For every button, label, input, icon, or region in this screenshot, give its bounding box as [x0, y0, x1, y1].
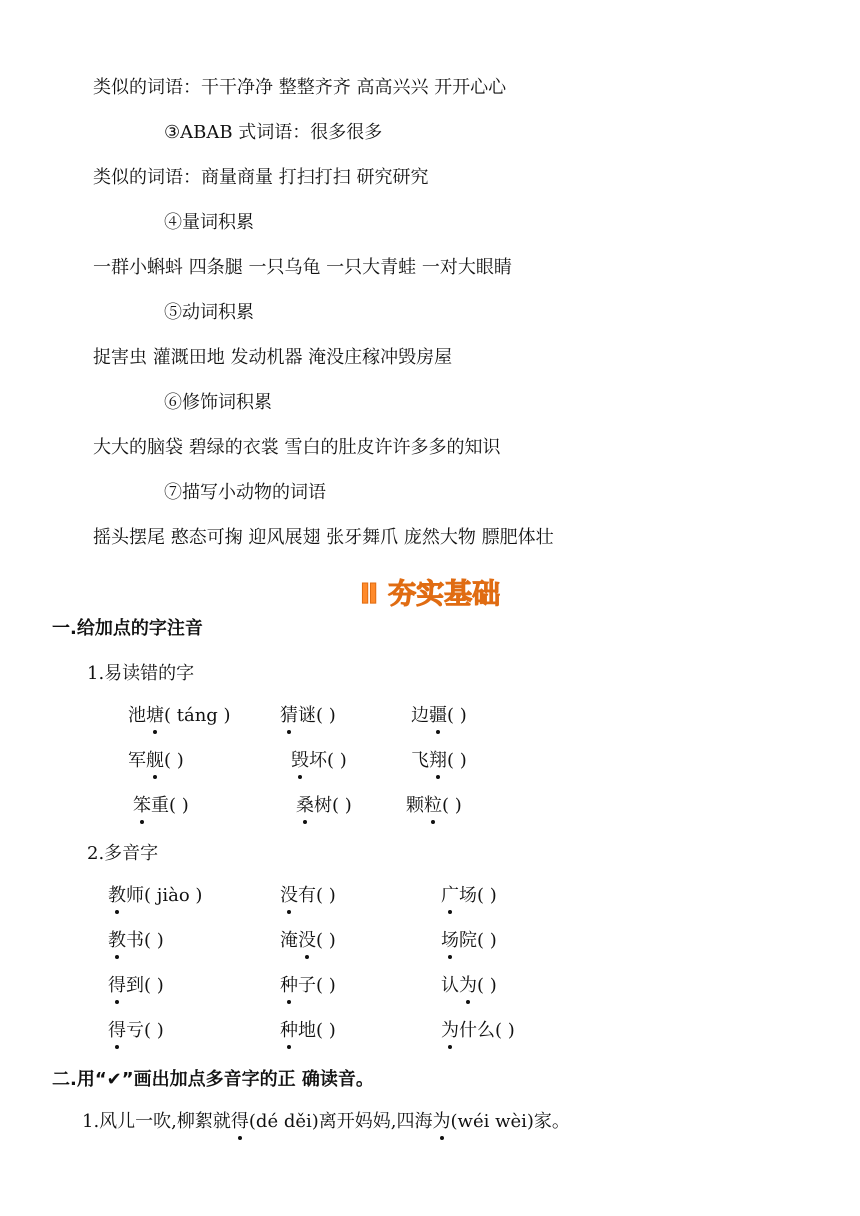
pinyin-item: 池塘( táng )	[128, 705, 231, 726]
pinyin-item: 军舰( )	[128, 750, 184, 771]
pinyin-item: 淹没( )	[280, 930, 336, 951]
vocab-line: 摇头摆尾 憨态可掬 迎风展翅 张牙舞爪 庞然大物 膘肥体壮	[93, 527, 554, 548]
pinyin-item: 飞翔( )	[411, 750, 467, 771]
pinyin-item: 认为( )	[441, 975, 497, 996]
vocab-subheading: ③ABAB 式词语：很多很多	[164, 122, 383, 143]
pinyin-item: 边疆( )	[411, 705, 467, 726]
pinyin-item: 没有( )	[280, 885, 336, 906]
question-2-title: 二.用“✔”画出加点多音字的正 确读音。	[52, 1069, 374, 1090]
vocab-line: 一群小蝌蚪 四条腿 一只乌龟 一只大青蛙 一对大眼睛	[93, 257, 512, 278]
part-heading: Ⅱ 夯实基础	[359, 577, 501, 610]
vocab-subheading: ④量词积累	[164, 212, 254, 233]
pinyin-item: 为什么( )	[441, 1020, 515, 1041]
pinyin-item: 颗粒( )	[406, 795, 462, 816]
pinyin-item: 种子( )	[280, 975, 336, 996]
vocab-line: 大大的脑袋 碧绿的衣裳 雪白的肚皮许许多多的知识	[93, 437, 501, 458]
vocab-line: 类似的词语：干干净净 整整齐齐 高高兴兴 开开心心	[93, 77, 507, 98]
pinyin-item: 教师( jiào )	[108, 885, 203, 906]
question-1-subtitle-2: 2.多音字	[87, 843, 159, 864]
vocab-line: 捉害虫 灌溉田地 发动机器 淹没庄稼冲毁房屋	[93, 347, 453, 368]
vocab-subheading: ⑦描写小动物的词语	[164, 482, 326, 503]
question-2-item-1: 1.风儿一吹,柳絮就得(dé děi)离开妈妈,四海为(wéi wèi)家。	[82, 1111, 570, 1132]
pinyin-item: 笨重( )	[133, 795, 189, 816]
vocab-subheading: ⑤动词积累	[164, 302, 254, 323]
pinyin-item: 种地( )	[280, 1020, 336, 1041]
pinyin-item: 场院( )	[441, 930, 497, 951]
pinyin-item: 毁坏( )	[291, 750, 347, 771]
vocab-subheading: ⑥修饰词积累	[164, 392, 272, 413]
question-1-subtitle-1: 1.易读错的字	[87, 663, 195, 684]
question-1-title: 一.给加点的字注音	[52, 618, 203, 639]
pinyin-item: 得亏( )	[108, 1020, 164, 1041]
pinyin-item: 广场( )	[441, 885, 497, 906]
pinyin-item: 猜谜( )	[280, 705, 336, 726]
pinyin-item: 得到( )	[108, 975, 164, 996]
vocab-line: 类似的词语：商量商量 打扫打扫 研究研究	[93, 167, 429, 188]
pinyin-item: 教书( )	[108, 930, 164, 951]
pinyin-item: 桑树( )	[296, 795, 352, 816]
